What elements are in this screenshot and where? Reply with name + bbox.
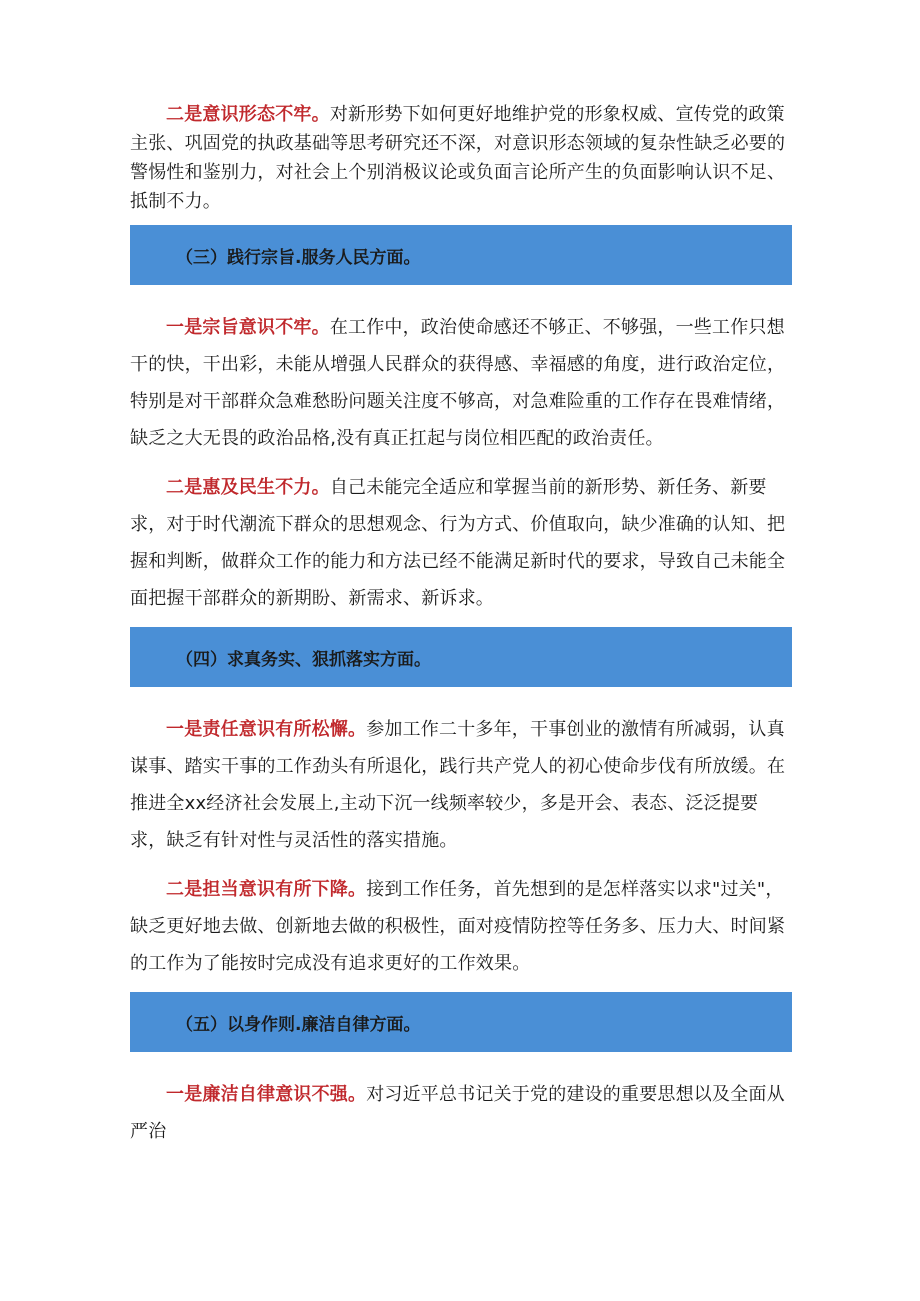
section-heading-3 [130, 225, 792, 285]
section-heading-text: （四）求真务实、狠抓落实方面。 [176, 649, 431, 670]
section-heading-text: （五）以身作则.廉洁自律方面。 [176, 1014, 421, 1035]
paragraph-text: 在工作中，政治使命感还不够正、不够强，一些工作只想干的快，干出彩，未能从增强人民群众的获得感、幸福感的角度，进行政治定位，特别是对干部群众急难愁盼问题关注度不够高，对急难险重的工作存在畏难情绪，缺乏之大无畏的政治品格,没有真正扛起与岗位相匹配的政治责任。 [130, 317, 786, 449]
paragraph-lead: 一是责任意识有所松懈。 [166, 719, 367, 740]
paragraph-text: 接到工作任务，首先想到的是怎样落实以求"过关"，缺乏更好地去做、创新地去做的积极性，面对疫情防控等任务多、压力大、时间紧的工作为了能按时完成没有追求更好的工作效果。 [130, 879, 786, 974]
paragraph-responsibility [130, 711, 792, 859]
paragraph-lead: 一是廉洁自律意识不强。 [166, 1084, 367, 1105]
paragraph-lead: 二是担当意识有所下降。 [166, 879, 367, 900]
paragraph-livelihood [130, 469, 792, 617]
paragraph-text: 对新形势下如何更好地维护党的形象权威、宣传党的政策主张、巩固党的执政基础等思考研究还不深，对意识形态领域的复杂性缺乏必要的警惕性和鉴别力，对社会上个别消极议论或负面言论所产生的负面影响认识不足、抵制不力。 [130, 104, 786, 212]
section-heading-5 [130, 992, 792, 1052]
paragraph-lead: 二是意识形态不牢。 [166, 104, 330, 125]
paragraph-text: 自己未能完全适应和掌握当前的新形势、新任务、新要求，对于时代潮流下群众的思想观念、行为方式、价值取向，缺少准确的认知、把握和判断，做群众工作的能力和方法已经不能满足新时代的要求，导致自己未能全面把握干部群众的新期盼、新需求、新诉求。 [130, 477, 786, 609]
paragraph-purpose [130, 309, 792, 457]
paragraph-lead: 一是宗旨意识不牢。 [166, 317, 330, 338]
paragraph-integrity [130, 1076, 792, 1150]
paragraph-ideology [130, 100, 792, 216]
paragraph-commitment [130, 871, 792, 982]
paragraph-text: 对习近平总书记关于党的建设的重要思想以及全面从严治 [130, 1084, 785, 1142]
document-page [130, 100, 792, 1150]
paragraph-lead: 二是惠及民生不力。 [166, 477, 330, 498]
paragraph-text: 参加工作二十多年，干事创业的激情有所减弱，认真谋事、踏实干事的工作劲头有所退化，践行共产党人的初心使命步伐有所放缓。在推进全xx经济社会发展上,主动下沉一线频率较少，多是开会、表态、泛泛提要求，缺乏有针对性与灵活性的落实措施。 [130, 719, 786, 851]
section-heading-4 [130, 627, 792, 687]
section-heading-text: （三）践行宗旨.服务人民方面。 [176, 247, 421, 268]
